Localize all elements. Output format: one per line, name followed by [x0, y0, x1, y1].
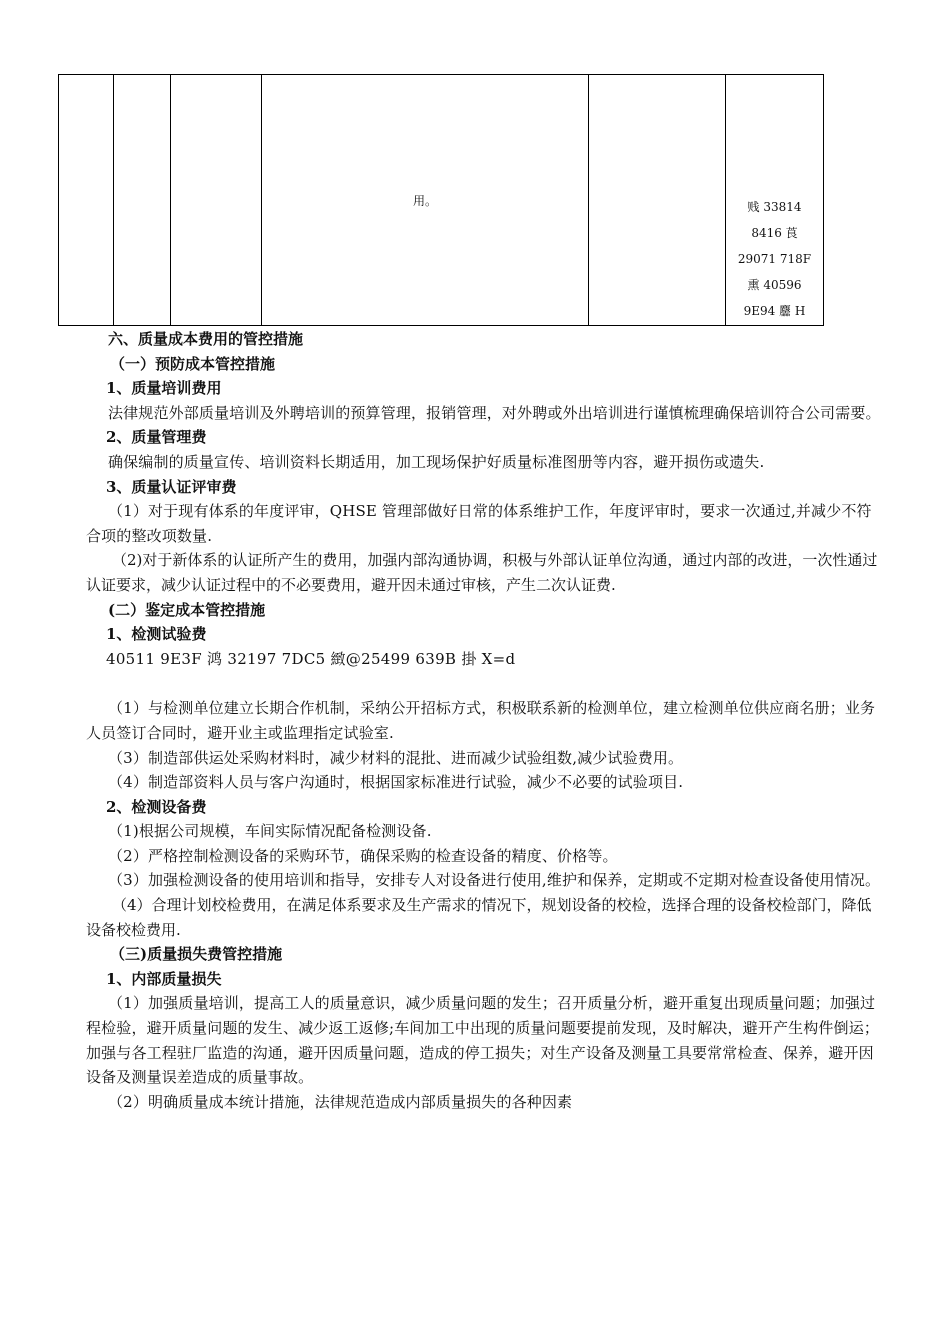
garbled-code-line: 40511 9E3F 鸿 32197 7DC5 緻@25499 639B 掛 X=d — [106, 649, 516, 668]
paragraph: （2）明确质量成本统计措施，法律规范造成内部质量损失的各种因素 — [108, 1092, 573, 1111]
subsection-heading: （三)质量损失费管控措施 — [110, 945, 283, 964]
item-heading: 1、检测试验费 — [106, 625, 207, 644]
table-cell — [114, 75, 171, 326]
table-cell — [171, 75, 262, 326]
item-heading: 1、质量培训费用 — [106, 379, 222, 398]
paragraph: 确保编制的质量宣传、培训资料长期适用，加工现场保护好质量标准图册等内容，避开损伤或遗失. — [108, 452, 765, 471]
tail-line: 熏 40596 — [747, 278, 802, 292]
subsection-heading: (二）鉴定成本管控措施 — [108, 600, 266, 619]
item-heading: 1、内部质量损失 — [106, 969, 222, 988]
table-cell — [589, 75, 726, 326]
paragraph: （1）对于现有体系的年度评审，QHSE 管理部做好日常的体系维护工作，年度评审时，要求一次通过,并减少不符合项的整改项数量. — [86, 502, 872, 545]
paragraph: （3）加强检测设备的使用培训和指导，安排专人对设备进行使用,维护和保养，定期或不定期对检查设备使用情况。 — [108, 871, 881, 890]
paragraph: （2)对于新体系的认证所产生的费用，加强内部沟通协调，积极与外部认证单位沟通，通过内部的改进，一次性通过认证要求，减少认证过程中的不必要费用，避开因未通过审核，产生二次认证费. — [86, 551, 878, 594]
table-cell — [59, 75, 114, 326]
table-cell-text: 用。 — [262, 75, 589, 326]
item-heading: 2、质量管理费 — [106, 428, 207, 447]
paragraph: （1）与检测单位建立长期合作机制，采纳公开招标方式，积极联系新的检测单位，建立检测单位供应商名册；业务人员签订合同时，避开业主或监理指定试验室. — [86, 699, 876, 742]
section-heading: 六、质量成本费用的管控措施 — [108, 330, 304, 348]
tail-line: 29071 718F — [737, 252, 812, 266]
paragraph: （2）严格控制检测设备的采购环节，确保采购的检查设备的精度、价格等。 — [108, 846, 618, 865]
paragraph: （4）制造部资料人员与客户沟通时，根据国家标准进行试验，减少不必要的试验项目. — [108, 773, 684, 792]
tail-lines — [726, 194, 823, 325]
paragraph: （1)根据公司规模，车间实际情况配备检测设备. — [108, 822, 432, 841]
subsection-heading: （一）预防成本管控措施 — [110, 354, 276, 373]
tail-line: 8416 莨 — [751, 226, 798, 240]
paragraph: （1）加强质量培训，提高工人的质量意识，减少质量问题的发生；召开质量分析，避开重复出现质量问题；加强过程检验，避开质量问题的发生、减少返工返修;车间加工中出现的质量问题要提前发现，及时解决，避开产生构件倒运；加强与各工程驻厂监造的沟通，避开因质量问题，造成的停工损失；对生产设备及测量工具要常常检查、保养，避开因设备及测量误差造成的质量事故。 — [86, 994, 880, 1087]
blank-line — [86, 671, 884, 696]
table-cell-tail — [726, 75, 824, 326]
tail-line: 9E94 麢 H — [743, 304, 806, 318]
paragraph: （3）制造部供运处采购材料时，减少材料的混批、进而减少试验组数,减少试验费用。 — [108, 748, 684, 767]
tail-line: 贱 33814 — [747, 200, 802, 214]
table-fragment — [58, 74, 824, 326]
item-heading: 2、检测设备费 — [106, 797, 207, 816]
paragraph: 法律规范外部质量培训及外聘培训的预算管理，报销管理，对外聘或外出培训进行谨慎梳理确保培训符合公司需要。 — [108, 403, 881, 422]
table-row — [59, 75, 824, 326]
document-body — [86, 327, 884, 1114]
item-heading: 3、质量认证评审费 — [106, 477, 237, 496]
paragraph: （4）合理计划校检费用，在满足体系要求及生产需求的情况下，规划设备的校检，选择合理的设备校检部门，降低设备校检费用. — [86, 896, 872, 939]
